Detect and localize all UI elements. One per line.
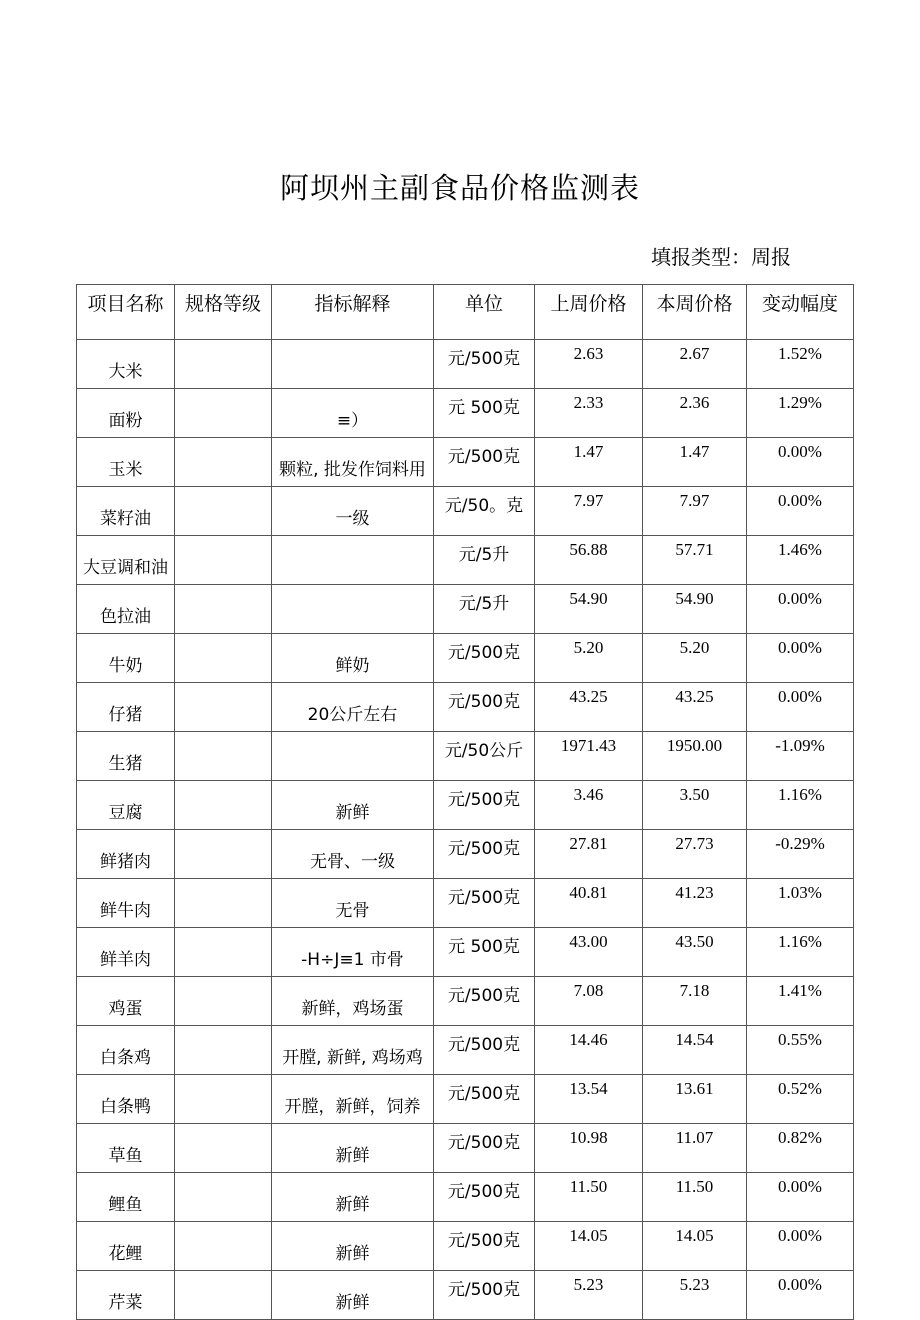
table-row [77, 634, 854, 683]
cell-this-week-price: 2.67 [643, 340, 747, 389]
table-row [77, 1271, 854, 1320]
table-row [77, 1173, 854, 1222]
cell-grade [175, 389, 272, 438]
cell-unit: 元/500克 [434, 340, 535, 389]
table-row [77, 487, 854, 536]
table-row [77, 928, 854, 977]
cell-last-week-price: 40.81 [535, 879, 643, 928]
table-row [77, 732, 854, 781]
cell-last-week-price: 27.81 [535, 830, 643, 879]
cell-this-week-price: 3.50 [643, 781, 747, 830]
cell-item-name: 豆腐 [77, 781, 175, 830]
cell-last-week-price: 43.00 [535, 928, 643, 977]
cell-change: -0.29% [747, 830, 854, 879]
cell-this-week-price: 7.97 [643, 487, 747, 536]
price-table [76, 284, 854, 1320]
cell-unit: 元/5升 [434, 585, 535, 634]
cell-last-week-price: 56.88 [535, 536, 643, 585]
table-row [77, 438, 854, 487]
cell-change: 0.82% [747, 1124, 854, 1173]
cell-unit: 元/500克 [434, 438, 535, 487]
cell-last-week-price: 2.33 [535, 389, 643, 438]
cell-grade [175, 487, 272, 536]
cell-unit: 元/50公斤 [434, 732, 535, 781]
cell-change: 0.55% [747, 1026, 854, 1075]
cell-spec [272, 536, 434, 585]
cell-last-week-price: 10.98 [535, 1124, 643, 1173]
cell-spec [272, 340, 434, 389]
cell-spec: 新鲜 [272, 781, 434, 830]
cell-item-name: 花鲤 [77, 1222, 175, 1271]
cell-last-week-price: 5.23 [535, 1271, 643, 1320]
cell-last-week-price: 2.63 [535, 340, 643, 389]
cell-spec: 开膛，新鲜，饲养 [272, 1075, 434, 1124]
cell-unit: 元 500克 [434, 928, 535, 977]
cell-grade [175, 585, 272, 634]
cell-item-name: 菜籽油 [77, 487, 175, 536]
cell-item-name: 芹菜 [77, 1271, 175, 1320]
cell-change: 1.03% [747, 879, 854, 928]
table-row [77, 340, 854, 389]
cell-spec: 开膛, 新鲜, 鸡场鸡 [272, 1026, 434, 1075]
cell-grade [175, 438, 272, 487]
cell-this-week-price: 11.50 [643, 1173, 747, 1222]
cell-unit: 元/50。克 [434, 487, 535, 536]
cell-this-week-price: 1.47 [643, 438, 747, 487]
cell-unit: 元 500克 [434, 389, 535, 438]
cell-spec: 无骨 [272, 879, 434, 928]
cell-this-week-price: 5.23 [643, 1271, 747, 1320]
cell-spec: 新鲜 [272, 1271, 434, 1320]
cell-grade [175, 1124, 272, 1173]
cell-unit: 元/500克 [434, 1271, 535, 1320]
cell-change: 0.52% [747, 1075, 854, 1124]
report-type-label: 填报类型：周报 [651, 245, 791, 269]
cell-change: 1.46% [747, 536, 854, 585]
cell-unit: 元/5升 [434, 536, 535, 585]
cell-unit: 元/500克 [434, 634, 535, 683]
table-row [77, 389, 854, 438]
cell-item-name: 白条鸭 [77, 1075, 175, 1124]
cell-grade [175, 1026, 272, 1075]
table-row [77, 1075, 854, 1124]
cell-grade [175, 1173, 272, 1222]
cell-last-week-price: 1.47 [535, 438, 643, 487]
header-item-name: 项目名称 [77, 285, 175, 340]
cell-grade [175, 732, 272, 781]
cell-item-name: 面粉 [77, 389, 175, 438]
cell-item-name: 生猪 [77, 732, 175, 781]
cell-spec: 新鲜 [272, 1222, 434, 1271]
cell-last-week-price: 11.50 [535, 1173, 643, 1222]
cell-spec: 新鲜，鸡场蛋 [272, 977, 434, 1026]
cell-change: 0.00% [747, 1222, 854, 1271]
cell-last-week-price: 14.46 [535, 1026, 643, 1075]
cell-unit: 元/500克 [434, 977, 535, 1026]
cell-grade [175, 1271, 272, 1320]
cell-this-week-price: 11.07 [643, 1124, 747, 1173]
cell-last-week-price: 7.08 [535, 977, 643, 1026]
cell-unit: 元/500克 [434, 830, 535, 879]
cell-item-name: 色拉油 [77, 585, 175, 634]
cell-grade [175, 928, 272, 977]
cell-grade [175, 340, 272, 389]
cell-item-name: 鲜牛肉 [77, 879, 175, 928]
cell-unit: 元/500克 [434, 683, 535, 732]
table-row [77, 536, 854, 585]
cell-change: 0.00% [747, 585, 854, 634]
cell-change: -1.09% [747, 732, 854, 781]
cell-spec: 新鲜 [272, 1124, 434, 1173]
cell-change: 1.52% [747, 340, 854, 389]
table-header-row [77, 285, 854, 340]
cell-change: 1.16% [747, 781, 854, 830]
cell-last-week-price: 5.20 [535, 634, 643, 683]
cell-this-week-price: 7.18 [643, 977, 747, 1026]
cell-this-week-price: 57.71 [643, 536, 747, 585]
cell-item-name: 白条鸡 [77, 1026, 175, 1075]
cell-item-name: 大豆调和油 [77, 536, 175, 585]
header-change: 变动幅度 [747, 285, 854, 340]
header-unit: 单位 [434, 285, 535, 340]
cell-this-week-price: 14.05 [643, 1222, 747, 1271]
cell-unit: 元/500克 [434, 781, 535, 830]
cell-unit: 元/500克 [434, 1222, 535, 1271]
cell-grade [175, 536, 272, 585]
cell-last-week-price: 13.54 [535, 1075, 643, 1124]
cell-this-week-price: 43.50 [643, 928, 747, 977]
cell-last-week-price: 43.25 [535, 683, 643, 732]
table-row [77, 1124, 854, 1173]
cell-item-name: 鲜猪肉 [77, 830, 175, 879]
table-row [77, 585, 854, 634]
cell-this-week-price: 5.20 [643, 634, 747, 683]
cell-item-name: 玉米 [77, 438, 175, 487]
cell-last-week-price: 3.46 [535, 781, 643, 830]
table-row [77, 1026, 854, 1075]
table-row [77, 879, 854, 928]
cell-unit: 元/500克 [434, 1173, 535, 1222]
cell-grade [175, 830, 272, 879]
cell-spec: 颗粒, 批发作饲料用 [272, 438, 434, 487]
cell-item-name: 鲤鱼 [77, 1173, 175, 1222]
cell-change: 1.16% [747, 928, 854, 977]
cell-grade [175, 683, 272, 732]
cell-this-week-price: 2.36 [643, 389, 747, 438]
cell-unit: 元/500克 [434, 1124, 535, 1173]
cell-this-week-price: 43.25 [643, 683, 747, 732]
cell-item-name: 大米 [77, 340, 175, 389]
cell-this-week-price: 13.61 [643, 1075, 747, 1124]
cell-item-name: 牛奶 [77, 634, 175, 683]
cell-change: 0.00% [747, 1271, 854, 1320]
header-last-week-price: 上周价格 [535, 285, 643, 340]
cell-spec: 鲜奶 [272, 634, 434, 683]
cell-spec: 无骨、一级 [272, 830, 434, 879]
cell-grade [175, 1075, 272, 1124]
cell-unit: 元/500克 [434, 1075, 535, 1124]
header-grade: 规格等级 [175, 285, 272, 340]
cell-grade [175, 634, 272, 683]
cell-spec [272, 585, 434, 634]
cell-grade [175, 977, 272, 1026]
cell-spec: ≡） [272, 389, 434, 438]
cell-item-name: 仔猪 [77, 683, 175, 732]
cell-item-name: 鸡蛋 [77, 977, 175, 1026]
header-this-week-price: 本周价格 [643, 285, 747, 340]
cell-change: 1.29% [747, 389, 854, 438]
table-row [77, 977, 854, 1026]
cell-spec [272, 732, 434, 781]
cell-last-week-price: 54.90 [535, 585, 643, 634]
cell-change: 1.41% [747, 977, 854, 1026]
cell-item-name: 鲜羊肉 [77, 928, 175, 977]
cell-grade [175, 781, 272, 830]
cell-spec: 一级 [272, 487, 434, 536]
cell-change: 0.00% [747, 683, 854, 732]
cell-unit: 元/500克 [434, 1026, 535, 1075]
page-title: 阿坝州主副食品价格监测表 [279, 171, 640, 205]
cell-spec: -H÷J≡1 市骨 [272, 928, 434, 977]
table-row [77, 1222, 854, 1271]
cell-last-week-price: 1971.43 [535, 732, 643, 781]
cell-this-week-price: 41.23 [643, 879, 747, 928]
cell-unit: 元/500克 [434, 879, 535, 928]
table-row [77, 683, 854, 732]
table-row [77, 830, 854, 879]
cell-item-name: 草鱼 [77, 1124, 175, 1173]
cell-change: 0.00% [747, 1173, 854, 1222]
cell-this-week-price: 27.73 [643, 830, 747, 879]
cell-grade [175, 1222, 272, 1271]
cell-this-week-price: 54.90 [643, 585, 747, 634]
cell-spec: 新鲜 [272, 1173, 434, 1222]
cell-change: 0.00% [747, 438, 854, 487]
header-spec: 指标解释 [272, 285, 434, 340]
cell-change: 0.00% [747, 634, 854, 683]
cell-last-week-price: 7.97 [535, 487, 643, 536]
cell-grade [175, 879, 272, 928]
table-row [77, 781, 854, 830]
cell-this-week-price: 14.54 [643, 1026, 747, 1075]
cell-spec: 20公斤左右 [272, 683, 434, 732]
cell-this-week-price: 1950.00 [643, 732, 747, 781]
cell-change: 0.00% [747, 487, 854, 536]
cell-last-week-price: 14.05 [535, 1222, 643, 1271]
